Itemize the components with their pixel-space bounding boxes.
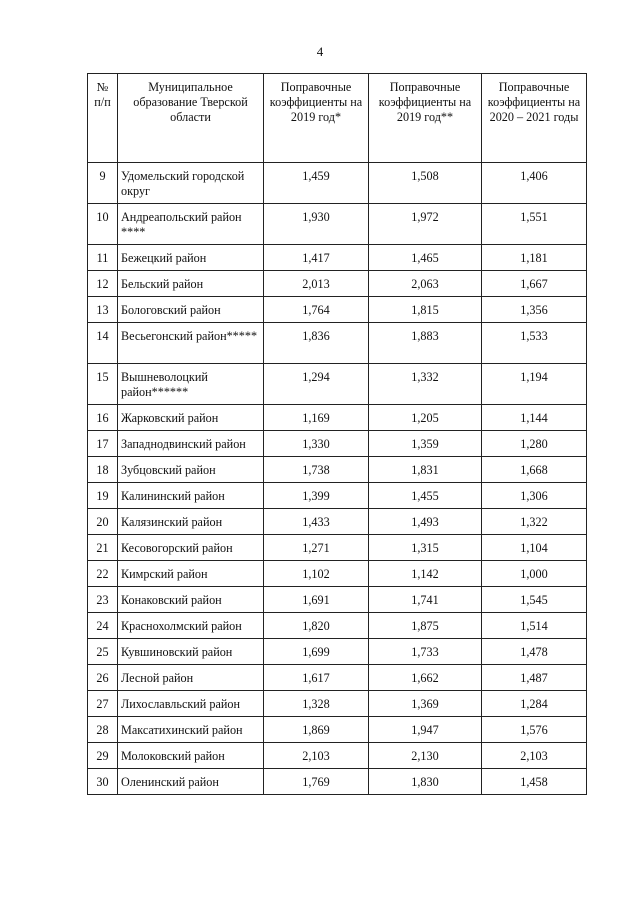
table-row [88,245,587,271]
coef-2019-b-cell: 1,332 [369,364,482,405]
coef-2019-a-cell: 1,617 [264,665,369,691]
row-number-cell: 14 [88,323,118,364]
row-number-cell: 21 [88,535,118,561]
table-header-row [88,74,587,163]
table-row [88,405,587,431]
table-row [88,665,587,691]
coef-2019-a-cell: 1,169 [264,405,369,431]
table-row [88,509,587,535]
coef-2020-2021-cell: 1,667 [482,271,587,297]
row-number-cell: 25 [88,639,118,665]
municipality-name-cell: Лесной район [118,665,264,691]
coef-2019-b-cell: 2,130 [369,743,482,769]
header-number: № п/п [88,74,118,163]
table-row [88,297,587,323]
coef-2019-b-cell: 1,315 [369,535,482,561]
header-coef-2019-a: Поправочные коэффициенты на 2019 год* [264,74,369,163]
row-number-cell: 24 [88,613,118,639]
table-row [88,561,587,587]
coef-2020-2021-cell: 1,280 [482,431,587,457]
table-body [88,163,587,795]
coef-2019-b-cell: 1,972 [369,204,482,245]
coef-2019-b-cell: 1,455 [369,483,482,509]
coef-2020-2021-cell: 1,458 [482,769,587,795]
coef-2019-b-cell: 1,142 [369,561,482,587]
coef-2020-2021-cell: 1,356 [482,297,587,323]
coef-2019-a-cell: 1,764 [264,297,369,323]
coef-2019-b-cell: 1,815 [369,297,482,323]
table-row [88,483,587,509]
coef-2019-b-cell: 1,883 [369,323,482,364]
table-row [88,431,587,457]
municipality-name-cell: Максатихинский район [118,717,264,743]
coef-2019-a-cell: 1,417 [264,245,369,271]
coef-2019-a-cell: 1,294 [264,364,369,405]
coef-2020-2021-cell: 1,322 [482,509,587,535]
coef-2019-b-cell: 1,830 [369,769,482,795]
municipality-name-cell: Бельский район [118,271,264,297]
coef-2020-2021-cell: 1,487 [482,665,587,691]
coef-2020-2021-cell: 1,576 [482,717,587,743]
municipality-name-cell: Калязинский район [118,509,264,535]
coef-2020-2021-cell: 1,551 [482,204,587,245]
row-number-cell: 29 [88,743,118,769]
coef-2020-2021-cell: 1,144 [482,405,587,431]
municipality-name-cell: Кесовогорский район [118,535,264,561]
table-row [88,204,587,245]
coef-2019-a-cell: 1,399 [264,483,369,509]
coef-2019-a-cell: 1,836 [264,323,369,364]
coef-2020-2021-cell: 1,533 [482,323,587,364]
municipality-name-cell: Кувшиновский район [118,639,264,665]
coef-2019-b-cell: 1,733 [369,639,482,665]
coef-2019-b-cell: 1,831 [369,457,482,483]
row-number-cell: 22 [88,561,118,587]
table-row [88,639,587,665]
page-number: 4 [316,44,324,59]
municipality-name-cell: Конаковский район [118,587,264,613]
coef-2020-2021-cell: 1,306 [482,483,587,509]
row-number-cell: 12 [88,271,118,297]
table-row [88,457,587,483]
coef-2019-b-cell: 1,465 [369,245,482,271]
row-number-cell: 16 [88,405,118,431]
table-row [88,323,587,364]
municipality-name-cell: Удомельский городской округ [118,163,264,204]
row-number-cell: 27 [88,691,118,717]
coef-2019-a-cell: 1,930 [264,204,369,245]
coef-2019-a-cell: 1,769 [264,769,369,795]
table-row [88,769,587,795]
header-coef-2020-2021: Поправочные коэффициенты на 2020 – 2021 годы [482,74,587,163]
coef-2019-b-cell: 1,493 [369,509,482,535]
coef-2019-a-cell: 1,869 [264,717,369,743]
row-number-cell: 28 [88,717,118,743]
coef-2019-a-cell: 1,102 [264,561,369,587]
municipality-name-cell: Зубцовский район [118,457,264,483]
coef-2019-a-cell: 1,328 [264,691,369,717]
municipality-name-cell: Краснохолмский район [118,613,264,639]
coef-2020-2021-cell: 1,194 [482,364,587,405]
coef-2020-2021-cell: 1,514 [482,613,587,639]
coef-2019-b-cell: 1,947 [369,717,482,743]
table-row [88,743,587,769]
table-row [88,163,587,204]
coef-2020-2021-cell: 1,000 [482,561,587,587]
coef-2019-a-cell: 1,330 [264,431,369,457]
table-row [88,691,587,717]
coef-2019-a-cell: 1,433 [264,509,369,535]
municipality-name-cell: Вышневолоцкий район****** [118,364,264,405]
coef-2019-a-cell: 2,103 [264,743,369,769]
coef-2019-a-cell: 1,459 [264,163,369,204]
coef-2019-a-cell: 1,738 [264,457,369,483]
coef-2019-a-cell: 2,013 [264,271,369,297]
header-municipality: Муниципальное образование Тверской области [118,74,264,163]
coef-2019-b-cell: 2,063 [369,271,482,297]
municipality-name-cell: Калининский район [118,483,264,509]
municipality-name-cell: Жарковский район [118,405,264,431]
coef-2020-2021-cell: 2,103 [482,743,587,769]
coef-2019-b-cell: 1,205 [369,405,482,431]
row-number-cell: 10 [88,204,118,245]
coef-2019-b-cell: 1,741 [369,587,482,613]
coef-2019-a-cell: 1,699 [264,639,369,665]
municipality-name-cell: Весьегонский район***** [118,323,264,364]
row-number-cell: 9 [88,163,118,204]
row-number-cell: 26 [88,665,118,691]
coef-2019-b-cell: 1,369 [369,691,482,717]
coef-2020-2021-cell: 1,406 [482,163,587,204]
municipality-name-cell: Бологовский район [118,297,264,323]
row-number-cell: 30 [88,769,118,795]
coefficients-table [87,73,587,795]
municipality-name-cell: Молоковский район [118,743,264,769]
row-number-cell: 17 [88,431,118,457]
row-number-cell: 19 [88,483,118,509]
row-number-cell: 13 [88,297,118,323]
coef-2019-a-cell: 1,271 [264,535,369,561]
coef-2020-2021-cell: 1,104 [482,535,587,561]
municipality-name-cell: Лихославльский район [118,691,264,717]
coef-2019-b-cell: 1,875 [369,613,482,639]
coef-2019-a-cell: 1,820 [264,613,369,639]
municipality-name-cell: Западнодвинский район [118,431,264,457]
table-row [88,364,587,405]
municipality-name-cell: Оленинский район [118,769,264,795]
table-row [88,587,587,613]
municipality-name-cell: Андреапольский район **** [118,204,264,245]
coef-2019-b-cell: 1,508 [369,163,482,204]
coef-2019-b-cell: 1,662 [369,665,482,691]
municipality-name-cell: Кимрский район [118,561,264,587]
coef-2020-2021-cell: 1,668 [482,457,587,483]
table-row [88,535,587,561]
coef-2020-2021-cell: 1,478 [482,639,587,665]
row-number-cell: 20 [88,509,118,535]
row-number-cell: 11 [88,245,118,271]
coef-2020-2021-cell: 1,545 [482,587,587,613]
coef-2019-b-cell: 1,359 [369,431,482,457]
coef-2019-a-cell: 1,691 [264,587,369,613]
table-row [88,717,587,743]
row-number-cell: 18 [88,457,118,483]
municipality-name-cell: Бежецкий район [118,245,264,271]
row-number-cell: 15 [88,364,118,405]
table-row [88,613,587,639]
row-number-cell: 23 [88,587,118,613]
header-coef-2019-b: Поправочные коэффициенты на 2019 год** [369,74,482,163]
coef-2020-2021-cell: 1,284 [482,691,587,717]
coef-2020-2021-cell: 1,181 [482,245,587,271]
table-row [88,271,587,297]
